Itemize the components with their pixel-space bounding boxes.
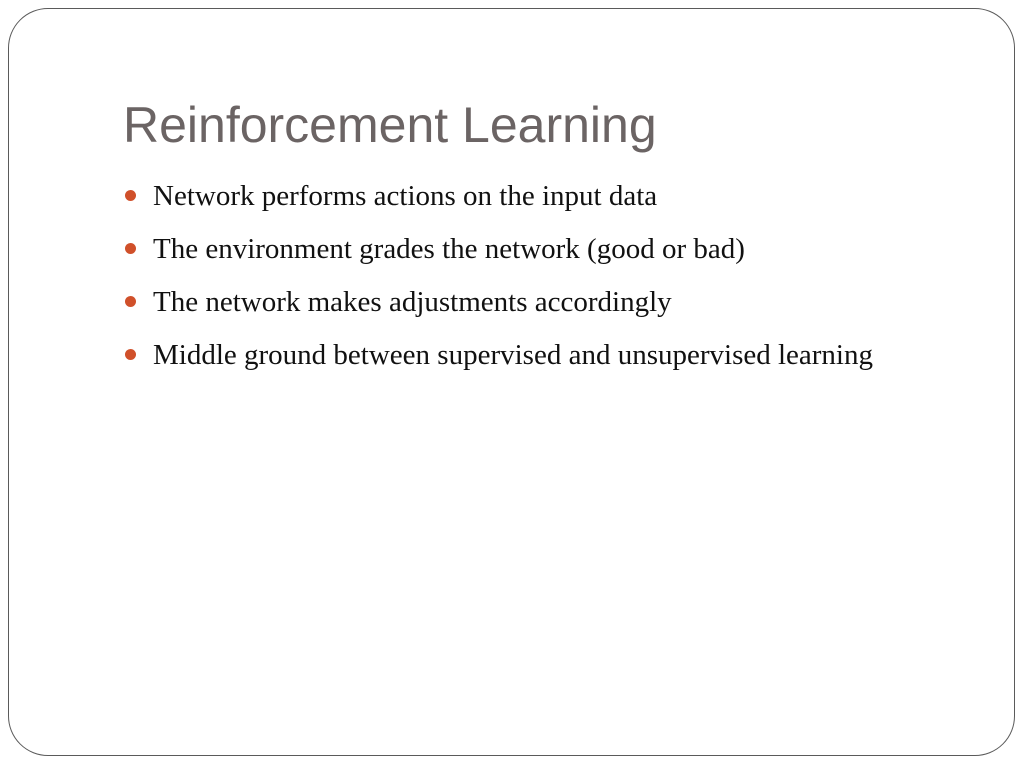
bullet-text: The environment grades the network (good or bad)	[153, 233, 745, 265]
bullet-icon	[125, 349, 136, 360]
slide-title: Reinforcement Learning	[123, 97, 657, 153]
bullet-item	[123, 175, 883, 218]
bullet-text: Middle ground between supervised and unsupervised learning	[153, 339, 873, 371]
bullet-icon	[125, 296, 136, 307]
bullet-text: The network makes adjustments accordingly	[153, 286, 672, 318]
bullet-item	[123, 281, 883, 324]
bullet-icon	[125, 190, 136, 201]
bullet-list	[123, 175, 883, 387]
bullet-text: Network performs actions on the input data	[153, 180, 658, 212]
bullet-item	[123, 334, 883, 377]
bullet-icon	[125, 243, 136, 254]
slide-frame	[8, 8, 1015, 756]
bullet-item	[123, 228, 883, 271]
